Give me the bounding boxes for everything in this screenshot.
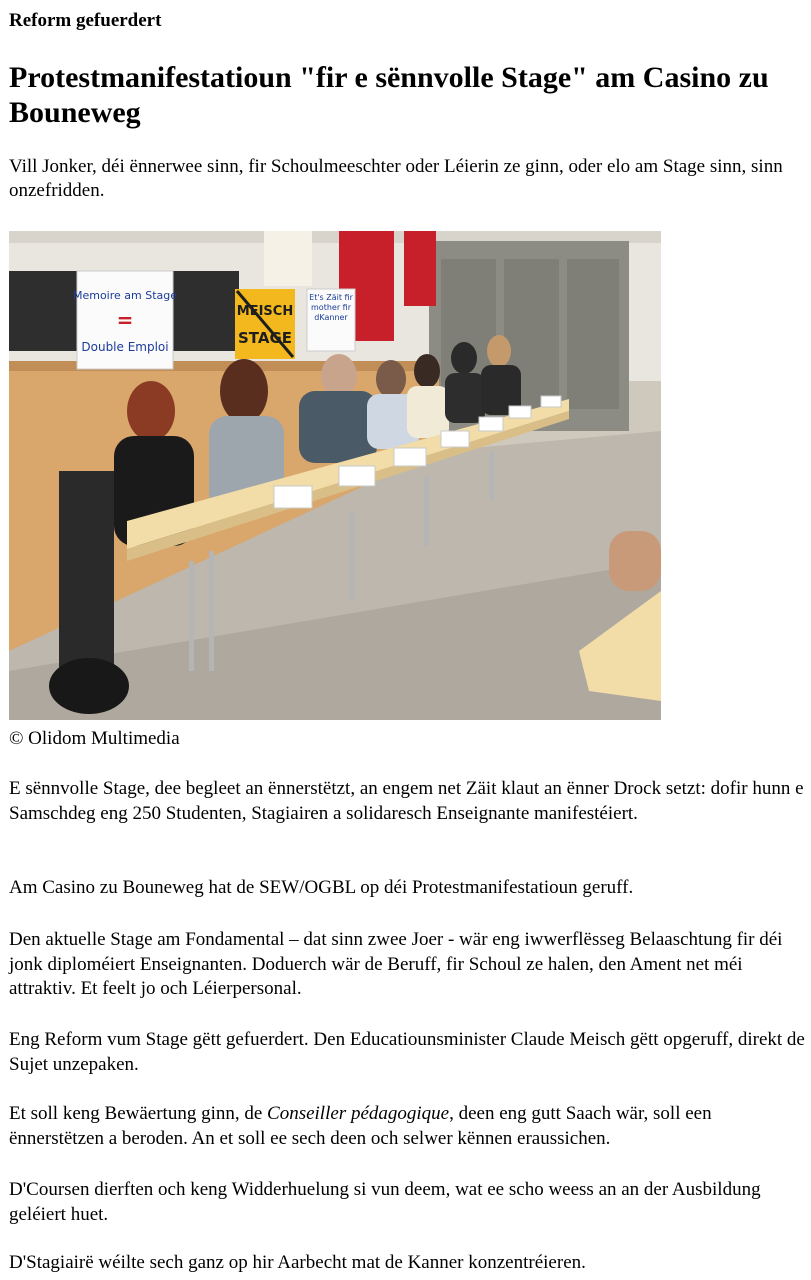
sign-memoire-line1: Memoire am Stage bbox=[72, 289, 178, 302]
paragraph-2: Am Casino zu Bouneweg hat de SEW/OGBL op déi Protestmanifestatioun geruff. bbox=[9, 877, 634, 898]
photo-bag bbox=[49, 658, 129, 714]
paragraph-1: E sënnvolle Stage, dee begleet an ënnerstëtzt, an engem net Zäit klaut an ënner Drock setzt: dofir hunn e Samschdeg eng 250 Studenten, Stagiairen a solidaresch Enseignante manifestéiert. bbox=[9, 778, 804, 824]
article-photo[interactable] bbox=[9, 231, 661, 720]
paragraph-5 bbox=[9, 1102, 811, 1151]
photo-flag-red bbox=[404, 231, 436, 306]
sign-memoire-line2: Double Emploi bbox=[81, 340, 169, 354]
paragraph-5-emphasis: Conseiller pédagogique bbox=[267, 1103, 450, 1124]
photo-credit: © Olidom Multimedia bbox=[9, 728, 180, 749]
sign-meisch-line2: STAGE bbox=[237, 329, 293, 347]
sign-meisch bbox=[235, 289, 295, 359]
paragraph-3: Den aktuelle Stage am Fondamental – dat sinn zwee Joer - wär eng iwwerflësseg Belaaschtung fir déi jonk diploméiert Enseignanten. Doduerch wär de Beruff, fir Schoul ze halen, den Ament net méi attraktiv. Et feelt jo och Léierpersonal. bbox=[9, 929, 783, 999]
photo-chair bbox=[59, 471, 114, 671]
paragraph-7: D'Stagiairë wéilte sech ganz op hir Aarbecht mat de Kanner konzentréieren. bbox=[9, 1252, 586, 1273]
paragraph-6: D'Coursen dierften och keng Widderhuelung si vun deem, wat ee scho weess an an der Ausbildung geléiert huet. bbox=[9, 1179, 761, 1225]
photo-illustration bbox=[9, 231, 661, 720]
photo-wood-panel-shadow bbox=[9, 361, 439, 371]
photo-door-panel-3 bbox=[567, 259, 619, 409]
article-lead: Vill Jonker, déi ënnerwee sinn, fir Schoulmeeschter oder Léierin ze ginn, oder elo am Stage sinn, sinn onzefridden. bbox=[9, 156, 783, 201]
article-headline: Protestmanifestatioun "fir e sënnvolle Stage" am Casino zu Bouneweg bbox=[9, 61, 769, 129]
sign-zait-text: Et's Zäit fir mother fir dKanner bbox=[309, 293, 353, 322]
sign-meisch-line1: MEISCH bbox=[236, 304, 294, 319]
article-kicker: Reform gefuerdert bbox=[9, 10, 162, 31]
photo-foreground-arm bbox=[609, 531, 661, 591]
sign-memoire bbox=[73, 271, 177, 369]
photo-white-banner bbox=[264, 231, 312, 286]
sign-memoire-eq: = bbox=[116, 308, 134, 332]
sign-zait bbox=[307, 289, 355, 351]
paragraph-4: Eng Reform vum Stage gëtt gefuerdert. Den Educatiounsminister Claude Meisch gëtt opgeruff, direkt de Sujet unzepaken. bbox=[9, 1029, 805, 1075]
paragraph-5-part-2: , deen eng gutt Saach wär, soll een ënnerstëtzen a beroden. An et soll ee sech deen och selwer kënnen eraussichen. bbox=[9, 1103, 712, 1149]
paragraph-5-part-1: Et soll keng Bewäertung ginn, de bbox=[9, 1103, 268, 1124]
